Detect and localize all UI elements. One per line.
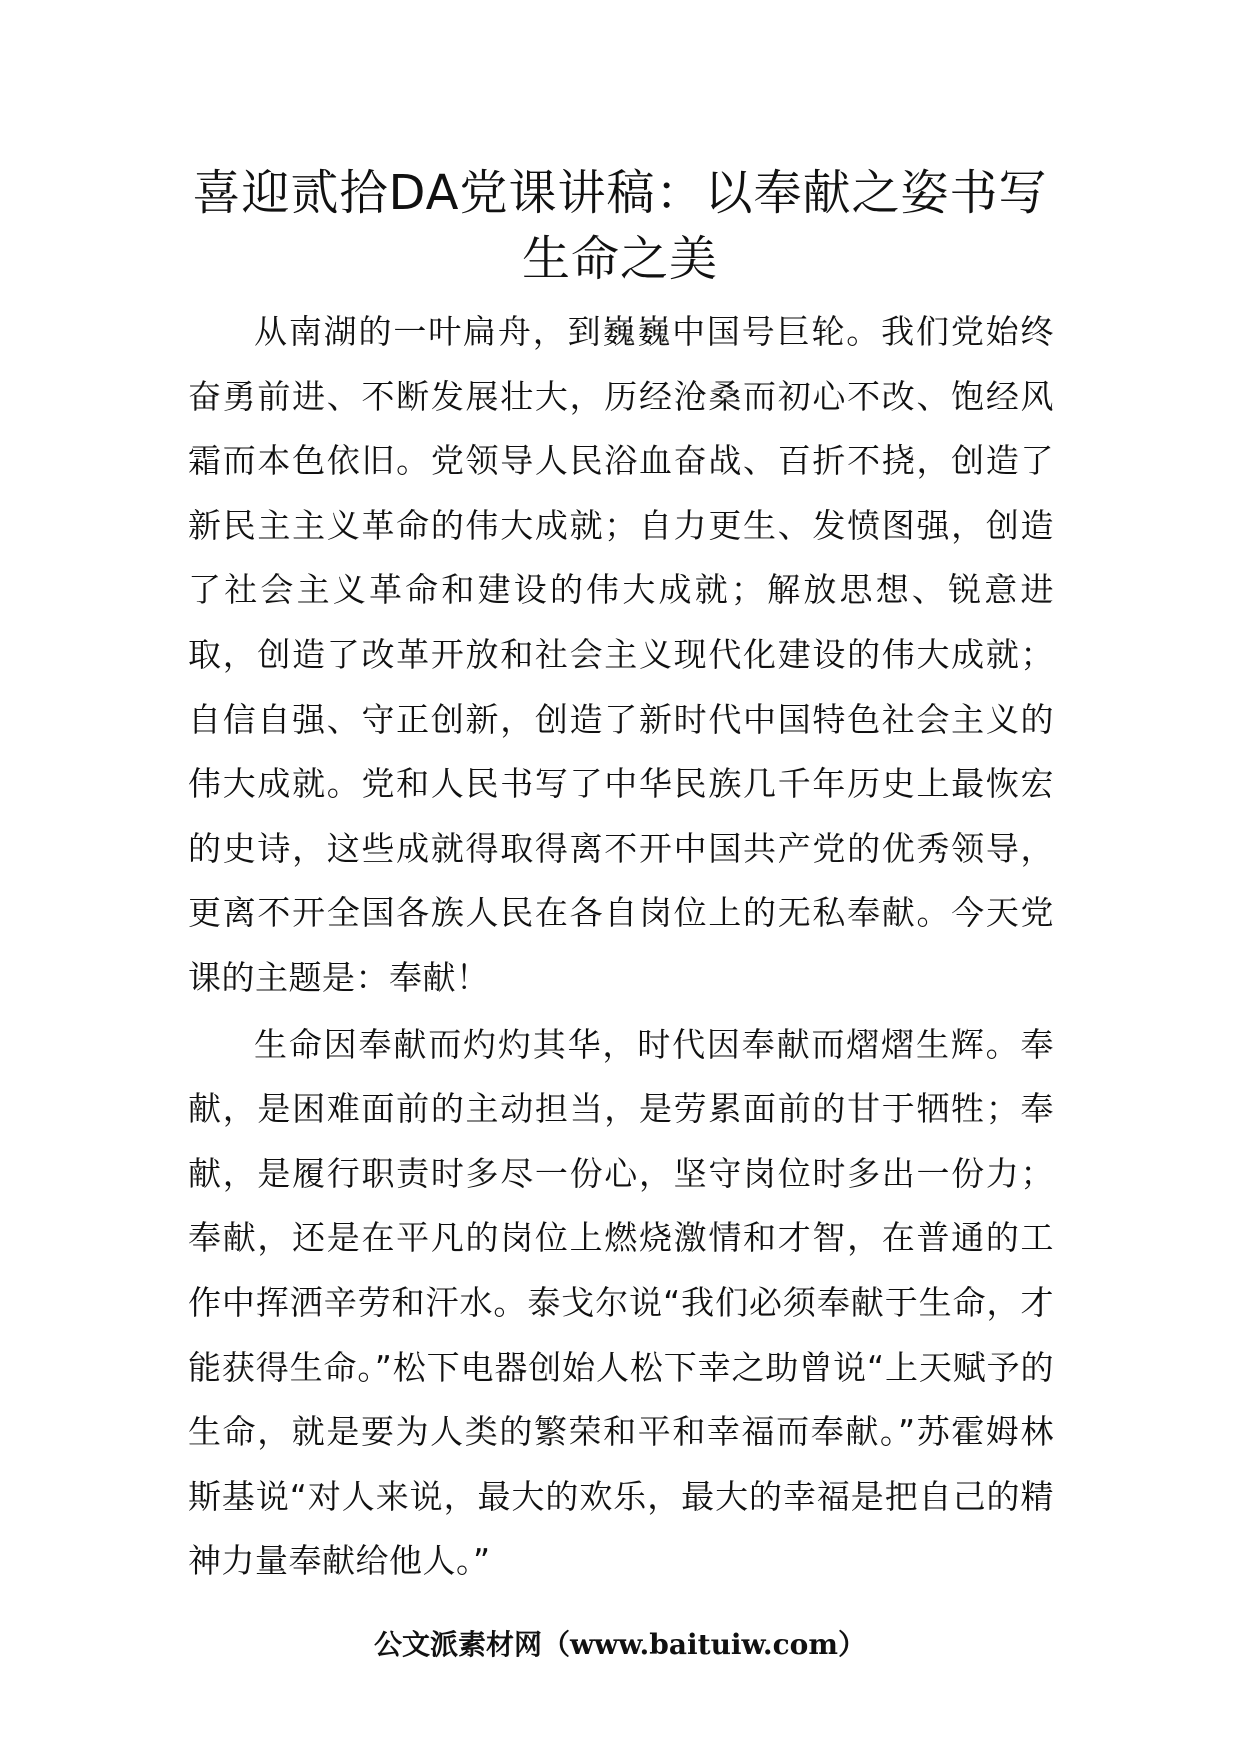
page-footer-watermark: 公文派素材网（www.baituiw.com） [374, 1628, 866, 1661]
document-body [188, 300, 1054, 1596]
body-paragraph-1: 从南湖的一叶扁舟，到巍巍中国号巨轮。我们党始终奋勇前进、不断发展壮大，历经沧桑而初心不改、饱经风霜而本色依旧。党领导人民浴血奋战、百折不挠，创造了新民主主义革命的伟大成就；自力更生、发愤图强，创造了社会主义革命和建设的伟大成就；解放思想、锐意进取，创造了改革开放和社会主义现代化建设的伟大成就；自信自强、守正创新，创造了新时代中国特色社会主义的伟大成就。党和人民书写了中华民族几千年历史上最恢宏的史诗，这些成就得取得离不开中国共产党的优秀领导，更离不开全国各族人民在各自岗位上的无私奉献。今天党课的主题是：奉献！ [188, 312, 1054, 997]
body-paragraph-2: 生命因奉献而灼灼其华，时代因奉献而熠熠生辉。奉献，是困难面前的主动担当，是劳累面前的甘于牺牲；奉献，是履行职责时多尽一份心，坚守岗位时多出一份力；奉献，还是在平凡的岗位上燃烧激情和才智，在普通的工作中挥洒辛劳和汗水。泰戈尔说“我们必须奉献于生命，才能获得生命。”松下电器创始人松下幸之助曾说“上天赋予的生命，就是要为人类的繁荣和平和幸福而奉献。”苏霍姆林斯基说“对人来说，最大的欢乐，最大的幸福是把自己的精神力量奉献给他人。” [188, 1024, 1054, 1581]
document-title: 喜迎贰拾DA党课讲稿：以奉献之姿书写生命之美 [192, 165, 1048, 287]
